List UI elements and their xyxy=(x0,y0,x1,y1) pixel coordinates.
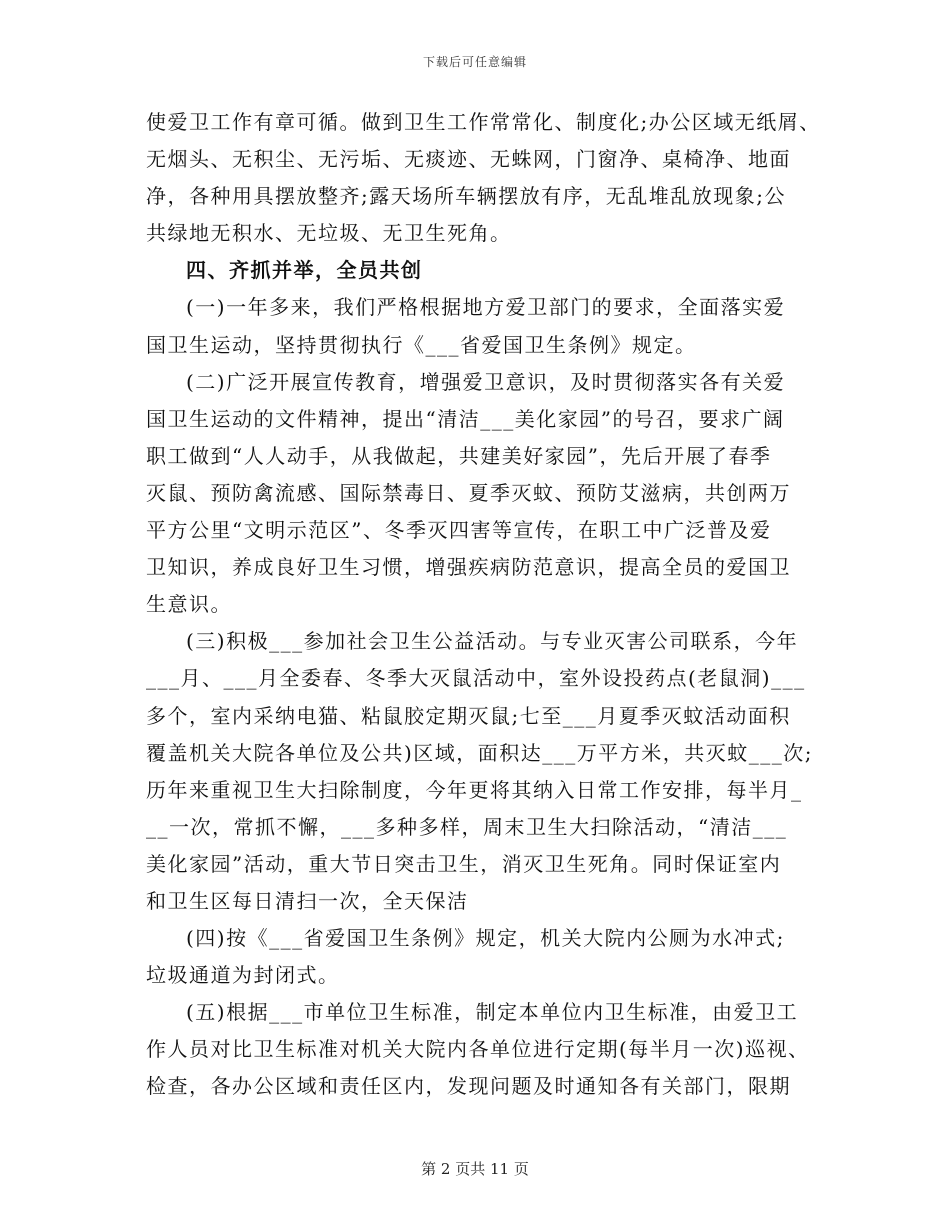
text-line: 无烟头、无积尘、无污垢、无痰迹、无蛛网，门窗净、桌椅净、地面 xyxy=(146,147,791,172)
text-line: 美化家园”活动，重大节日突击卫生，消灭卫生死角。同时保证室内 xyxy=(146,851,782,876)
document-body xyxy=(146,104,821,1106)
text-line: 卫知识，养成良好卫生习惯，增强疾病防范意识，提高全员的爱国卫 xyxy=(146,555,791,580)
text-line: 灭鼠、预防禽流感、国际禁毒日、夏季灭蚊、预防艾滋病，共创两万 xyxy=(146,480,791,505)
text-line: (一)一年多来，我们严格根据地方爱卫部门的要求，全面落实爱 xyxy=(186,295,786,320)
text-line: 净，各种用具摆放整齐;露天场所车辆摆放有序，无乱堆乱放现象;公 xyxy=(146,184,786,209)
text-line: 作人员对比卫生标准对机关大院内各单位进行定期(每半月一次)巡视、 xyxy=(146,1037,810,1062)
text-line: 平方公里“文明示范区”、冬季灭四害等宣传，在职工中广泛普及爱 xyxy=(146,518,772,543)
text-line: (四)按《___省爱国卫生条例》规定，机关大院内公厕为水冲式; xyxy=(186,926,785,951)
section-heading: 四、齐抓并举，全员共创 xyxy=(186,258,423,283)
page-header: 下载后可任意编辑 xyxy=(422,55,527,69)
text-line: 国卫生运动，坚持贯彻执行《___省爱国卫生条例》规定。 xyxy=(146,332,697,357)
text-line: 和卫生区每日清扫一次，全天保洁 xyxy=(146,888,469,913)
text-line: 垃圾通道为封闭式。 xyxy=(146,963,340,988)
text-line: ___月、___月全委春、冬季大灭鼠活动中，室外设投药点(老鼠洞)___ xyxy=(146,666,806,691)
text-line: 检查，各办公区域和责任区内，发现问题及时通知各有关部门，限期 xyxy=(146,1074,791,1099)
text-line: __一次，常抓不懈，___多种多样，周末卫生大扫除活动，“清洁___ xyxy=(146,814,788,839)
text-line: 职工做到“人人动手，从我做起，共建美好家园”，先后开展了春季 xyxy=(146,443,772,468)
text-line: (五)根据___市单位卫生标准，制定本单位内卫生标准，由爱卫工 xyxy=(186,1000,799,1025)
text-line: 国卫生运动的文件精神，提出“清洁___美化家园”的号召，要求广阔 xyxy=(146,406,785,431)
text-line: 生意识。 xyxy=(146,592,232,617)
text-line: 覆盖机关大院各单位及公共)区域，面积达___万平方米，共灭蚊___次; xyxy=(146,740,814,765)
text-line: 多个，室内采纳电猫、粘鼠胶定期灭鼠;七至___月夏季灭蚊活动面积 xyxy=(146,703,791,728)
text-line: (二)广泛开展宣传教育，增强爱卫意识，及时贯彻落实各有关爱 xyxy=(186,369,786,394)
text-line: (三)积极___参加社会卫生公益活动。与专业灭害公司联系，今年 xyxy=(186,629,799,654)
page-footer: 第 2 页共 11 页 xyxy=(421,1160,529,1178)
text-line: 共绿地无积水、无垃圾、无卫生死角。 xyxy=(146,221,512,246)
text-line: 使爱卫工作有章可循。做到卫生工作常常化、制度化;办公区域无纸屑、 xyxy=(146,110,821,134)
text-line: 历年来重视卫生大扫除制度，今年更将其纳入日常工作安排，每半月_ xyxy=(146,777,803,802)
